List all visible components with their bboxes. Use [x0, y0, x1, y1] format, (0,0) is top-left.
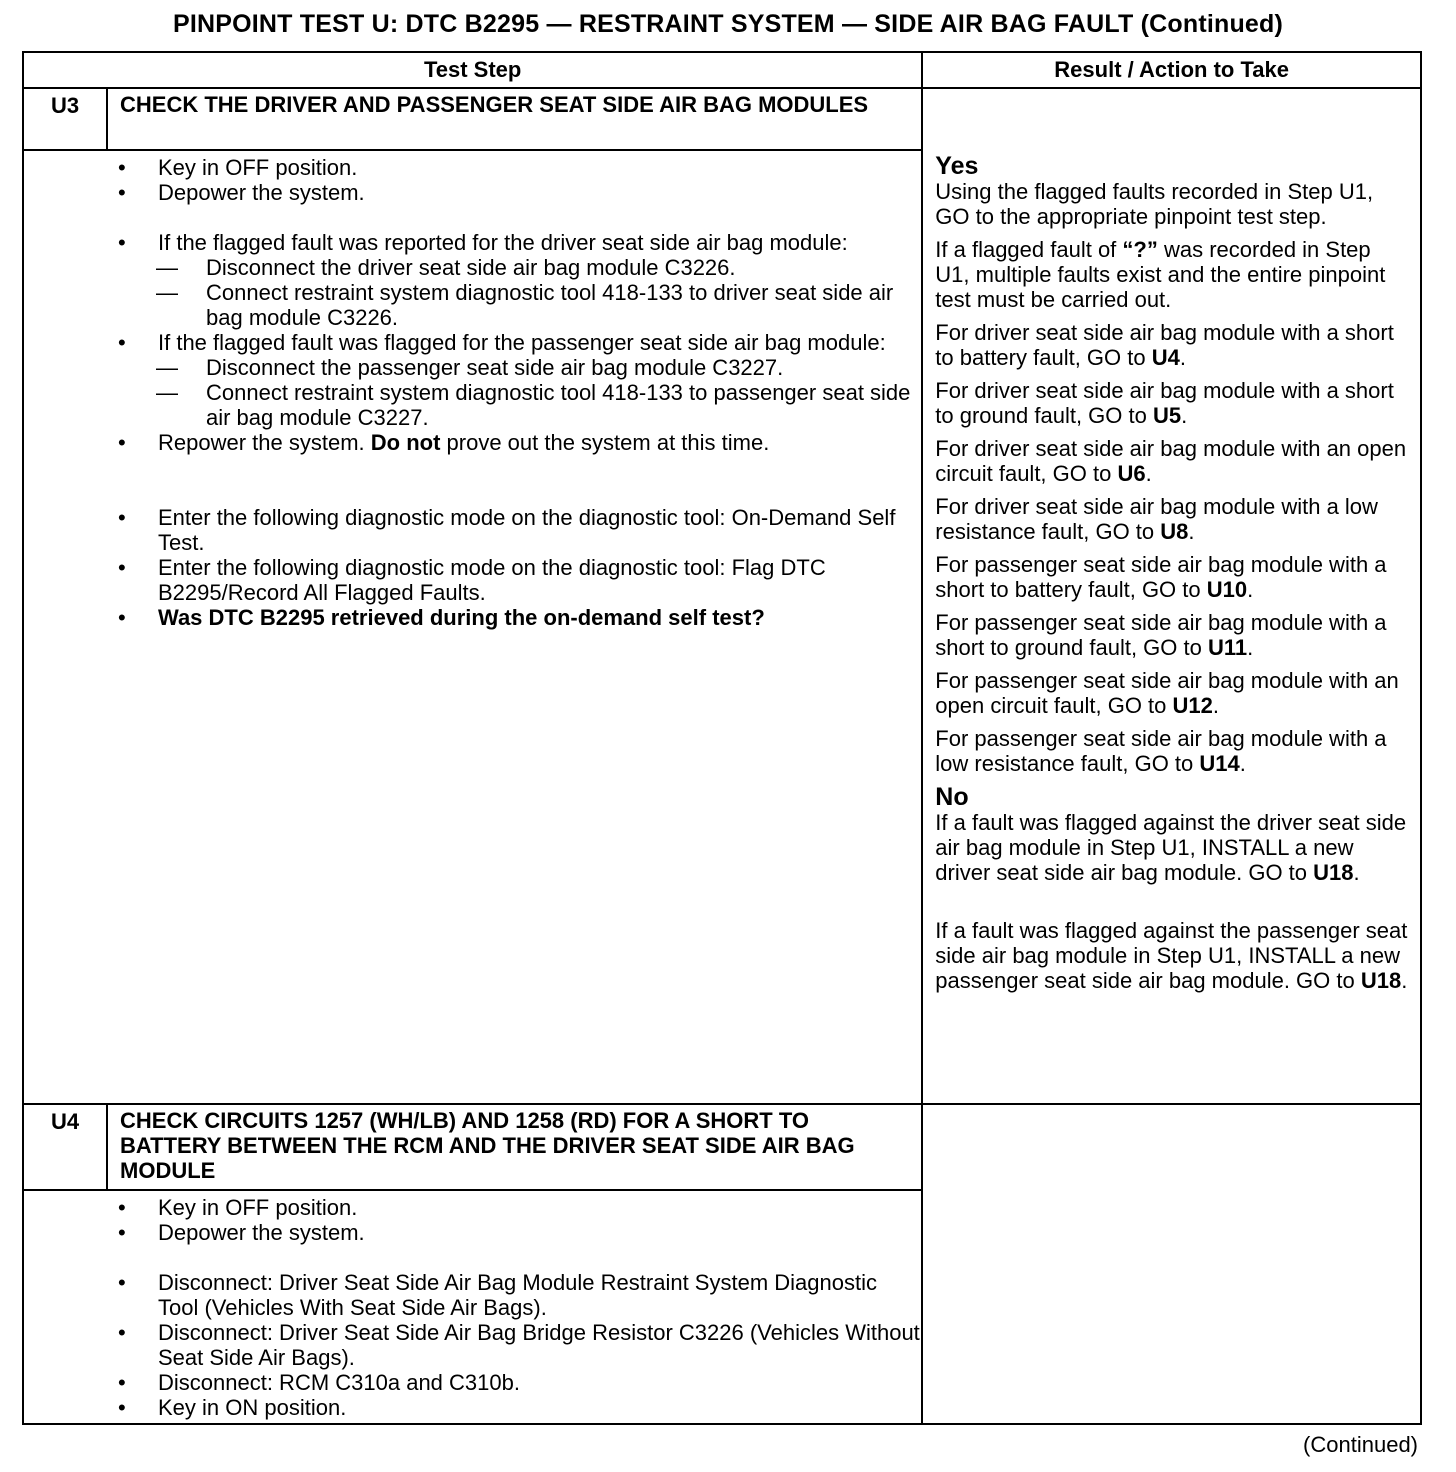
result-text: If a flagged fault of “?” was recorded in Step U1, multiple faults exist and the entire pinpoint test must be carried out. — [935, 237, 1386, 312]
continued-label: (Continued) — [1303, 1432, 1418, 1457]
result-text: Using the flagged faults recorded in Step U1, GO to the appropriate pinpoint test step. — [935, 179, 1374, 229]
step-id: U3 — [24, 89, 108, 149]
step-u4 — [23, 1104, 922, 1424]
page-title: PINPOINT TEST U: DTC B2295 — RESTRAINT SYSTEM — SIDE AIR BAG FAULT (Continued) — [172, 10, 1284, 38]
list-item: • Enter the following diagnostic mode on the diagnostic tool: Flag DTC B2295/Record All Flagged Faults. — [118, 555, 826, 605]
pinpoint-test-table — [22, 51, 1422, 1425]
sub-item: — Connect restraint system diagnostic tool 418-133 to passenger seat side air bag module C3227. — [156, 380, 911, 430]
result-text: For passenger seat side air bag module with an open circuit fault, GO to U12. — [935, 668, 1399, 718]
list-item: • Repower the system. Do not prove out the system at this time. — [118, 430, 770, 455]
header-result: Result / Action to Take — [922, 52, 1421, 88]
list-item: • If the flagged fault was flagged for the passenger seat side air bag module: — [118, 330, 886, 355]
header-test-step: Test Step — [23, 52, 922, 88]
step-u3 — [23, 88, 922, 1104]
result-u3 — [922, 88, 1421, 1104]
sub-item: — Disconnect the driver seat side air bag module C3226. — [156, 255, 736, 280]
list-item-question: • Was DTC B2295 retrieved during the on-demand self test? — [118, 605, 765, 630]
result-text: For passenger seat side air bag module with a short to ground fault, GO to U11. — [935, 610, 1387, 660]
list-item: • Enter the following diagnostic mode on the diagnostic tool: On-Demand Self Test. — [118, 505, 896, 555]
result-text: If a fault was flagged against the passenger seat side air bag module in Step U1, INSTALL a new passenger seat side air bag module. GO to U18. — [935, 918, 1408, 993]
step-u3-body — [24, 151, 921, 630]
result-u4 — [922, 1104, 1421, 1424]
result-text: For driver seat side air bag module with a short to battery fault, GO to U4. — [935, 320, 1394, 370]
sub-item: — Connect restraint system diagnostic tool 418-133 to driver seat side air bag module C3226. — [156, 280, 894, 330]
sub-item: — Disconnect the passenger seat side air bag module C3227. — [156, 355, 784, 380]
result-text: If a fault was flagged against the driver seat side air bag module in Step U1, INSTALL a new driver seat side air bag module. GO to U18. — [935, 810, 1407, 885]
list-item: • If the flagged fault was reported for the driver seat side air bag module: — [118, 230, 848, 255]
result-text: For driver seat side air bag module with a short to ground fault, GO to U5. — [935, 378, 1394, 428]
list-item: • Key in OFF position. — [118, 155, 358, 180]
list-item: • Key in ON position. — [118, 1395, 347, 1420]
step-u4-header — [24, 1105, 921, 1191]
step-id: U4 — [24, 1105, 108, 1189]
list-item: • Depower the system. — [118, 1220, 365, 1245]
list-item: • Disconnect: Driver Seat Side Air Bag Module Restraint System Diagnostic Tool (Vehicles With Seat Side Air Bags). — [118, 1270, 877, 1320]
result-text: For passenger seat side air bag module with a low resistance fault, GO to U14. — [935, 726, 1387, 776]
yes-label: Yes — [935, 152, 979, 180]
step-title: CHECK THE DRIVER AND PASSENGER SEAT SIDE AIR BAG MODULES — [120, 92, 869, 117]
no-label: No — [935, 783, 969, 811]
result-text: For passenger seat side air bag module with a short to battery fault, GO to U10. — [935, 552, 1387, 602]
step-u4-body — [24, 1191, 921, 1420]
result-text: For driver seat side air bag module with a low resistance fault, GO to U8. — [935, 494, 1378, 544]
step-title: CHECK CIRCUITS 1257 (WH/LB) AND 1258 (RD) FOR A SHORT TO BATTERY BETWEEN THE RCM AND THE DRIVER SEAT SIDE AIR BAG MODULE — [120, 1108, 855, 1183]
result-text: For driver seat side air bag module with an open circuit fault, GO to U6. — [935, 436, 1407, 486]
list-item: • Key in OFF position. — [118, 1195, 358, 1220]
list-item: • Disconnect: Driver Seat Side Air Bag Bridge Resistor C3226 (Vehicles Without Seat Side Air Bags). — [118, 1320, 920, 1370]
step-u3-header — [24, 89, 921, 151]
list-item: • Depower the system. — [118, 180, 365, 205]
list-item: • Disconnect: RCM C310a and C310b. — [118, 1370, 520, 1395]
